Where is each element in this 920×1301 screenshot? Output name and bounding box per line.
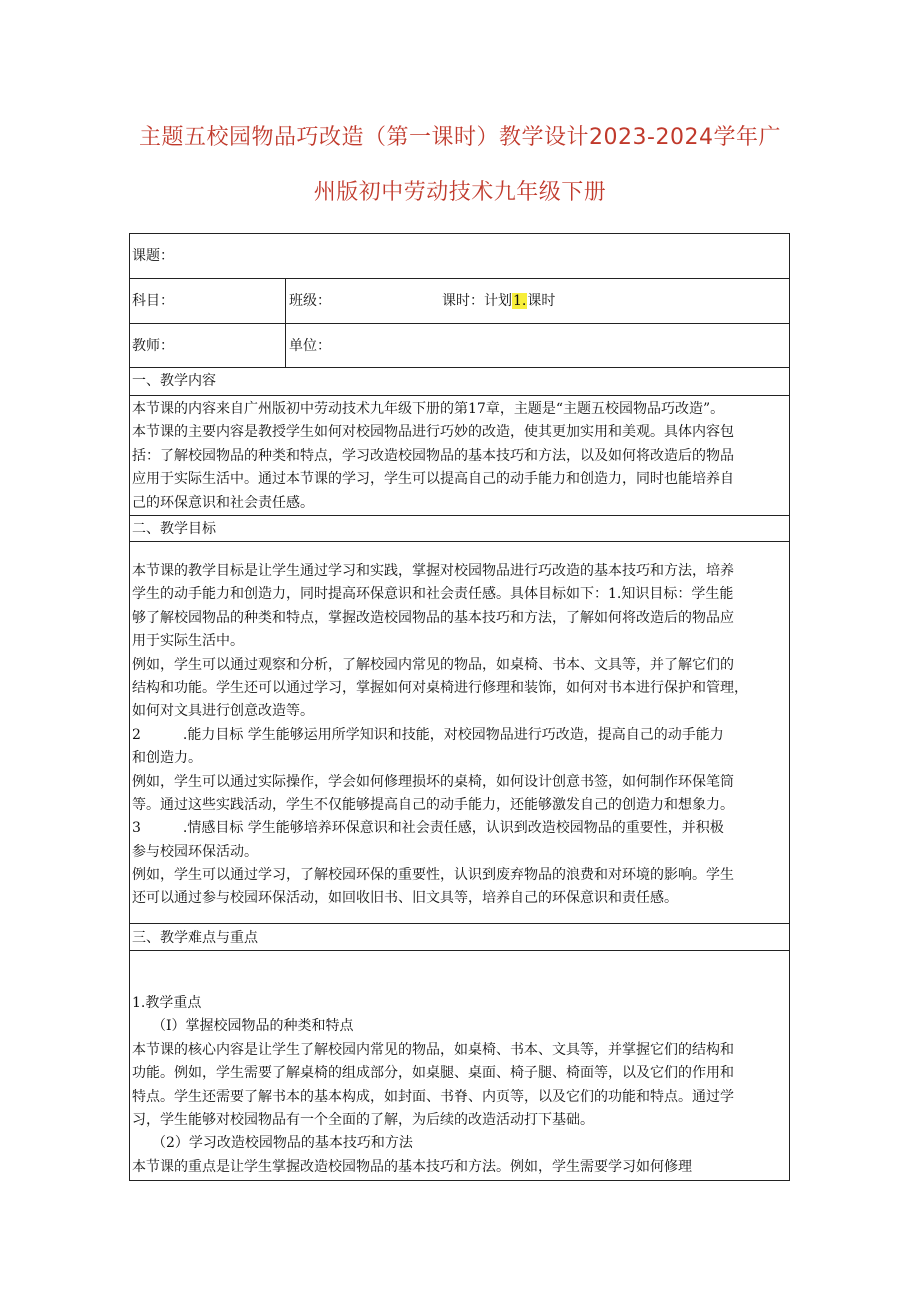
paragraph-line: 功能。例如，学生需要了解桌椅的组成部分，如桌腿、桌面、椅子腿、椅面等，以及它们的作用和	[132, 1065, 734, 1082]
paragraph-line: 本节课的内容来自广州版初中劳动技术九年级下册的第17章，主题是“主题五校园物品巧改造”。	[132, 401, 725, 417]
key-points-paragraph	[132, 992, 787, 1179]
column-divider	[285, 278, 286, 367]
row-divider	[130, 923, 789, 924]
teaching-content-paragraph	[132, 398, 787, 515]
paragraph-line: 应用于实际生活中。通过本节课的学习，学生可以提高自己的动手能力和创造力，同时也能培养自	[132, 471, 734, 488]
section-title-teaching-goals: 二、教学目标	[132, 521, 216, 537]
hours-value: 1.	[513, 293, 527, 309]
list-item-heading: （2）学习改造校园物品的基本技巧和方法	[152, 1135, 413, 1152]
row-divider	[130, 367, 789, 368]
row-divider	[130, 541, 789, 542]
paragraph-line: 本节课的核心内容是让学生了解校园内常见的物品，如桌椅、书本、文具等，并掌握它们的结构和	[132, 1041, 734, 1058]
paragraph-line: 和创造力。	[132, 750, 202, 767]
paragraph-line: 括：了解校园物品的种类和特点，学习改造校园物品的基本技巧和方法，以及如何将改造后的物品	[132, 447, 734, 464]
teacher-label: 教师：	[132, 338, 174, 354]
teaching-goals-paragraph	[132, 560, 787, 911]
subject-label: 科目：	[132, 293, 174, 309]
paragraph-line: 本节课的重点是让学生掌握改造校园物品的基本技巧和方法。例如，学生需要学习如何修理	[132, 1158, 692, 1175]
row-divider	[130, 950, 789, 951]
unit-label: 单位：	[289, 338, 331, 354]
class-label: 班级：	[289, 293, 331, 309]
lesson-plan-table	[129, 233, 790, 1181]
hours-label: 课时：计划	[442, 293, 512, 309]
hours-field	[442, 292, 555, 310]
hours-unit: 课时	[527, 293, 556, 309]
row-divider	[130, 278, 789, 279]
paragraph-line: 本节课的教学目标是让学生通过学习和实践，掌握对校园物品进行巧改造的基本技巧和方法，培养	[132, 563, 734, 579]
section-title-key-points: 三、教学难点与重点	[132, 930, 258, 946]
paragraph-line: 如何对文具进行创意改造等。	[132, 703, 314, 720]
paragraph-line: 还可以通过参与校园环保活动，如回收旧书、旧文具等，培养自己的环保意识和责任感。	[132, 890, 678, 907]
document-title-line-2: 州版初中劳动技术九年级下册	[313, 180, 607, 205]
row-divider	[130, 515, 789, 516]
row-divider	[130, 323, 789, 324]
paragraph-line: 2 .能力目标 学生能够运用所学知识和技能，对校园物品进行巧改造，提高自己的动手能力	[132, 726, 724, 743]
paragraph-line: 例如，学生可以通过观察和分析，了解校园内常见的物品，如桌椅、书本、文具等，并了解它们的	[132, 656, 734, 673]
paragraph-line: 习，学生能够对校园物品有一个全面的了解，为后续的改造活动打下基础。	[132, 1111, 594, 1128]
paragraph-line: 3 .情感目标 学生能够培养环保意识和社会责任感，认识到改造校园物品的重要性，并积极	[132, 820, 724, 837]
paragraph-line: 够了解校园物品的种类和特点，掌握改造校园物品的基本技巧和方法，了解如何将改造后的物品应	[132, 609, 734, 626]
paragraph-line: 己的环保意识和社会责任感。	[132, 494, 314, 511]
paragraph-line: 参与校园环保活动。	[132, 843, 258, 860]
subsection-title: 1.教学重点	[132, 995, 202, 1011]
paragraph-line: 例如，学生可以通过学习，了解校园环保的重要性，认识到废弃物品的浪费和对环境的影响。学生	[132, 867, 734, 884]
document-title-line-1: 主题五校园物品巧改造（第一课时）教学设计2023-2024学年广	[139, 125, 781, 150]
paragraph-line: 用于实际生活中。	[132, 633, 244, 650]
section-title-teaching-content: 一、教学内容	[132, 373, 216, 389]
list-item-heading: （I）掌握校园物品的种类和特点	[152, 1018, 354, 1035]
paragraph-line: 学生的动手能力和创造力，同时提高环保意识和社会责任感。具体目标如下：1.知识目标：学生能	[132, 586, 734, 603]
row-divider	[130, 395, 789, 396]
topic-label: 课题：	[132, 248, 174, 264]
paragraph-line: 本节课的主要内容是教授学生如何对校园物品进行巧妙的改造，使其更加实用和美观。具体内容包	[132, 424, 734, 441]
paragraph-line: 结构和功能。学生还可以通过学习，掌握如何对桌椅进行修理和装饰，如何对书本进行保护和管理，	[132, 679, 748, 696]
paragraph-line: 特点。学生还需要了解书本的基本构成，如封面、书脊、内页等，以及它们的功能和特点。通过学	[132, 1088, 734, 1105]
paragraph-line: 例如，学生可以通过实际操作，学会如何修理损坏的桌椅，如何设计创意书签，如何制作环保笔筒	[132, 773, 734, 790]
paragraph-line: 等。通过这些实践活动，学生不仅能够提高自己的动手能力，还能够激发自己的创造力和想象力。	[132, 796, 734, 813]
